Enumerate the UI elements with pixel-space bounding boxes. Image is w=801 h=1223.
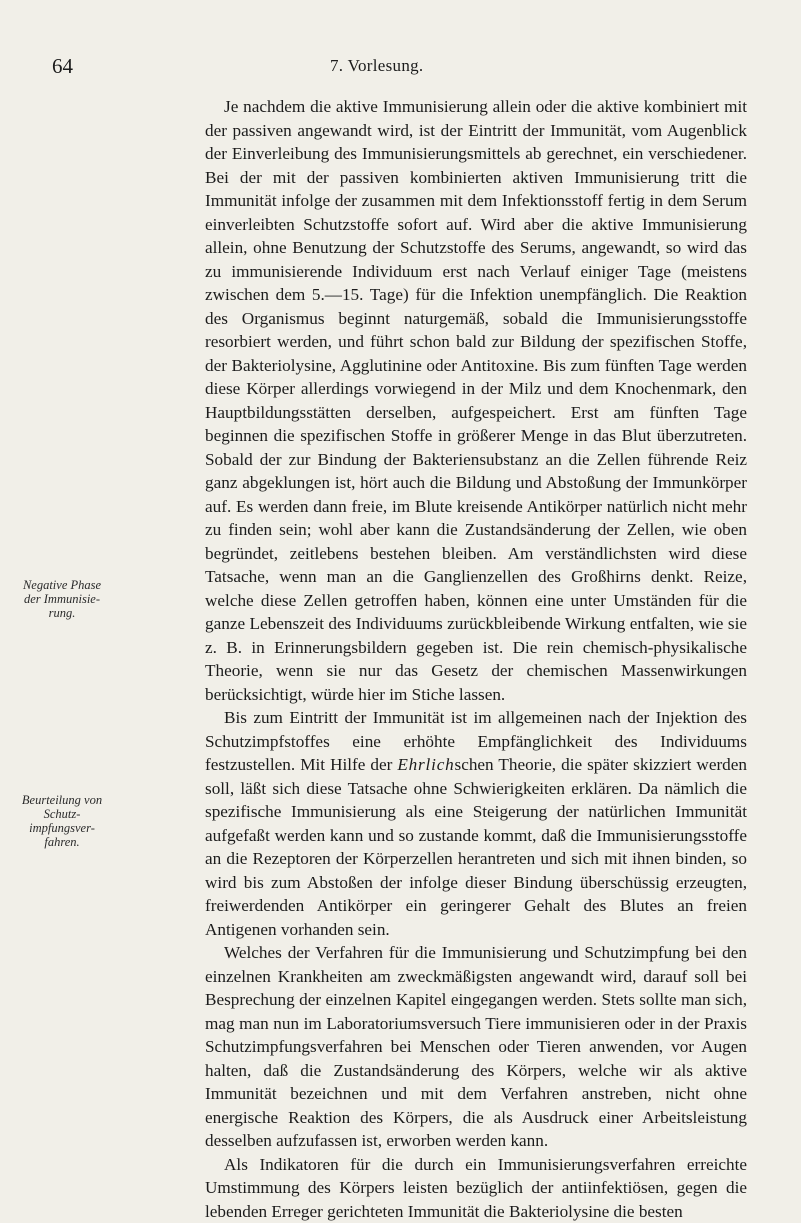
paragraph-2-before: Bis zum Eintritt der Immunität ist im allgemeinen nach der Injektion des Schutzimpfstoffes eine erhöhte Empfänglichkeit des Individuums festzustellen. Mit Hilfe der (205, 708, 747, 774)
margin-note-negative-phase: Negative Phase der Immunisie- rung. (20, 578, 104, 620)
body-text (205, 95, 747, 1223)
paragraph-4: Als Indikatoren für die durch ein Immunisierungsverfahren erreichte Umstimmung des Körpers leisten bezüglich der antiinfektiösen, gegen die lebenden Erreger gerichteten Immunität die Bakteriolysine die besten (205, 1153, 747, 1223)
paragraph-3: Welches der Verfahren für die Immunisierung und Schutzimpfung bei den einzelnen Krankheiten am zweckmäßigsten angewandt wird, darauf soll bei Besprechung der einzelnen Kapitel eingegangen werden. Stets sollte man sich, mag man nun im Laboratoriumsversuch Tiere immunisieren oder in der Praxis Schutzimpfungsverfahren bei Menschen oder Tieren anwenden, vor Augen halten, daß die Zustandsänderung des Körpers, welche wir als aktive Immunität bezeichnen und mit dem Verfahren anstreben, nicht ohne energische Reaktion des Körpers, die als Ausdruck einer Arbeitsleistung desselben aufzufassen ist, erworben werden kann. (205, 941, 747, 1153)
page-header (0, 50, 801, 80)
page-number: 64 (52, 54, 73, 79)
author-name-ehrlich: Ehrlich (397, 755, 454, 774)
paragraph-2 (205, 706, 747, 941)
margin-note-beurteilung: Beurteilung von Schutz- impfungsver- fahren. (20, 793, 104, 849)
paragraph-2-after: schen Theorie, die später skizziert werden soll, läßt sich diese Tatsache ohne Schwierigkeiten erklären. Da nämlich die spezifische Immunisierung als eine Steigerung der natürlichen Immunität aufgefaßt werden kann und so zustande kommt, daß die Immunisierungsstoffe an die Rezeptoren der Körperzellen herantreten und sich mit ihnen binden, so wird bis zum Abstoßen der infolge dieser Bindung überschüssig erzeugten, freiwerdenden Antikörper ein geringerer Gehalt des Blutes an freien Antigenen vorhanden sein. (205, 755, 747, 939)
running-head: 7. Vorlesung. (330, 56, 423, 76)
paragraph-1: Je nachdem die aktive Immunisierung allein oder die aktive kombiniert mit der passiven angewandt wird, ist der Eintritt der Immunität, vom Augenblick der Einverleibung des Immunisierungsmittels ab gerechnet, ein verschiedener. Bei der mit der passiven kombinierten aktiven Immunisierung tritt die Immunität infolge der zusammen mit dem Infektionsstoff fertig in dem Serum einverleibten Schutzstoffe sofort auf. Wird aber die aktive Immunisierung allein, ohne Benutzung der Schutzstoffe des Serums, angewandt, so wird das zu immunisierende Individuum erst nach Verlauf einiger Tage (meistens zwischen dem 5.—15. Tage) für die Infektion unempfänglich. Die Reaktion des Organismus beginnt naturgemäß, sobald die Immunisierungsstoffe resorbiert werden, und führt schon bald zur Bildung der spezifischen Stoffe, der Bakteriolysine, Agglutinine oder Antitoxine. Bis zum fünften Tage werden diese Körper allerdings vorwiegend in der Milz und dem Knochenmark, den Hauptbildungsstätten derselben, aufgespeichert. Erst am fünften Tage beginnen die spezifischen Stoffe in größerer Menge in das Blut überzutreten. Sobald der zur Bindung der Bakteriensubstanz an die Zellen führende Reiz ganz abgeklungen ist, hört auch die Bildung und Abstoßung der Immunkörper auf. Es werden dann freie, im Blute kreisende Antikörper natürlich nicht mehr zu finden sein; wohl aber kann die Zustandsänderung der Zellen, wie oben begründet, zeitlebens bestehen bleiben. Am verständlichsten wird diese Tatsache, wenn man an die Ganglienzellen des Großhirns denkt. Reize, welche diese Zellen getroffen haben, können eine unter Umständen für die ganze Lebenszeit des Individuums zurückbleibende Wirkung entfalten, wie sie z. B. in Erinnerungsbildern gegeben ist. Die rein chemisch-physikalische Theorie, wenn sie nur das Gesetz der chemischen Massenwirkungen berücksichtigt, würde hier im Stiche lassen. (205, 95, 747, 706)
